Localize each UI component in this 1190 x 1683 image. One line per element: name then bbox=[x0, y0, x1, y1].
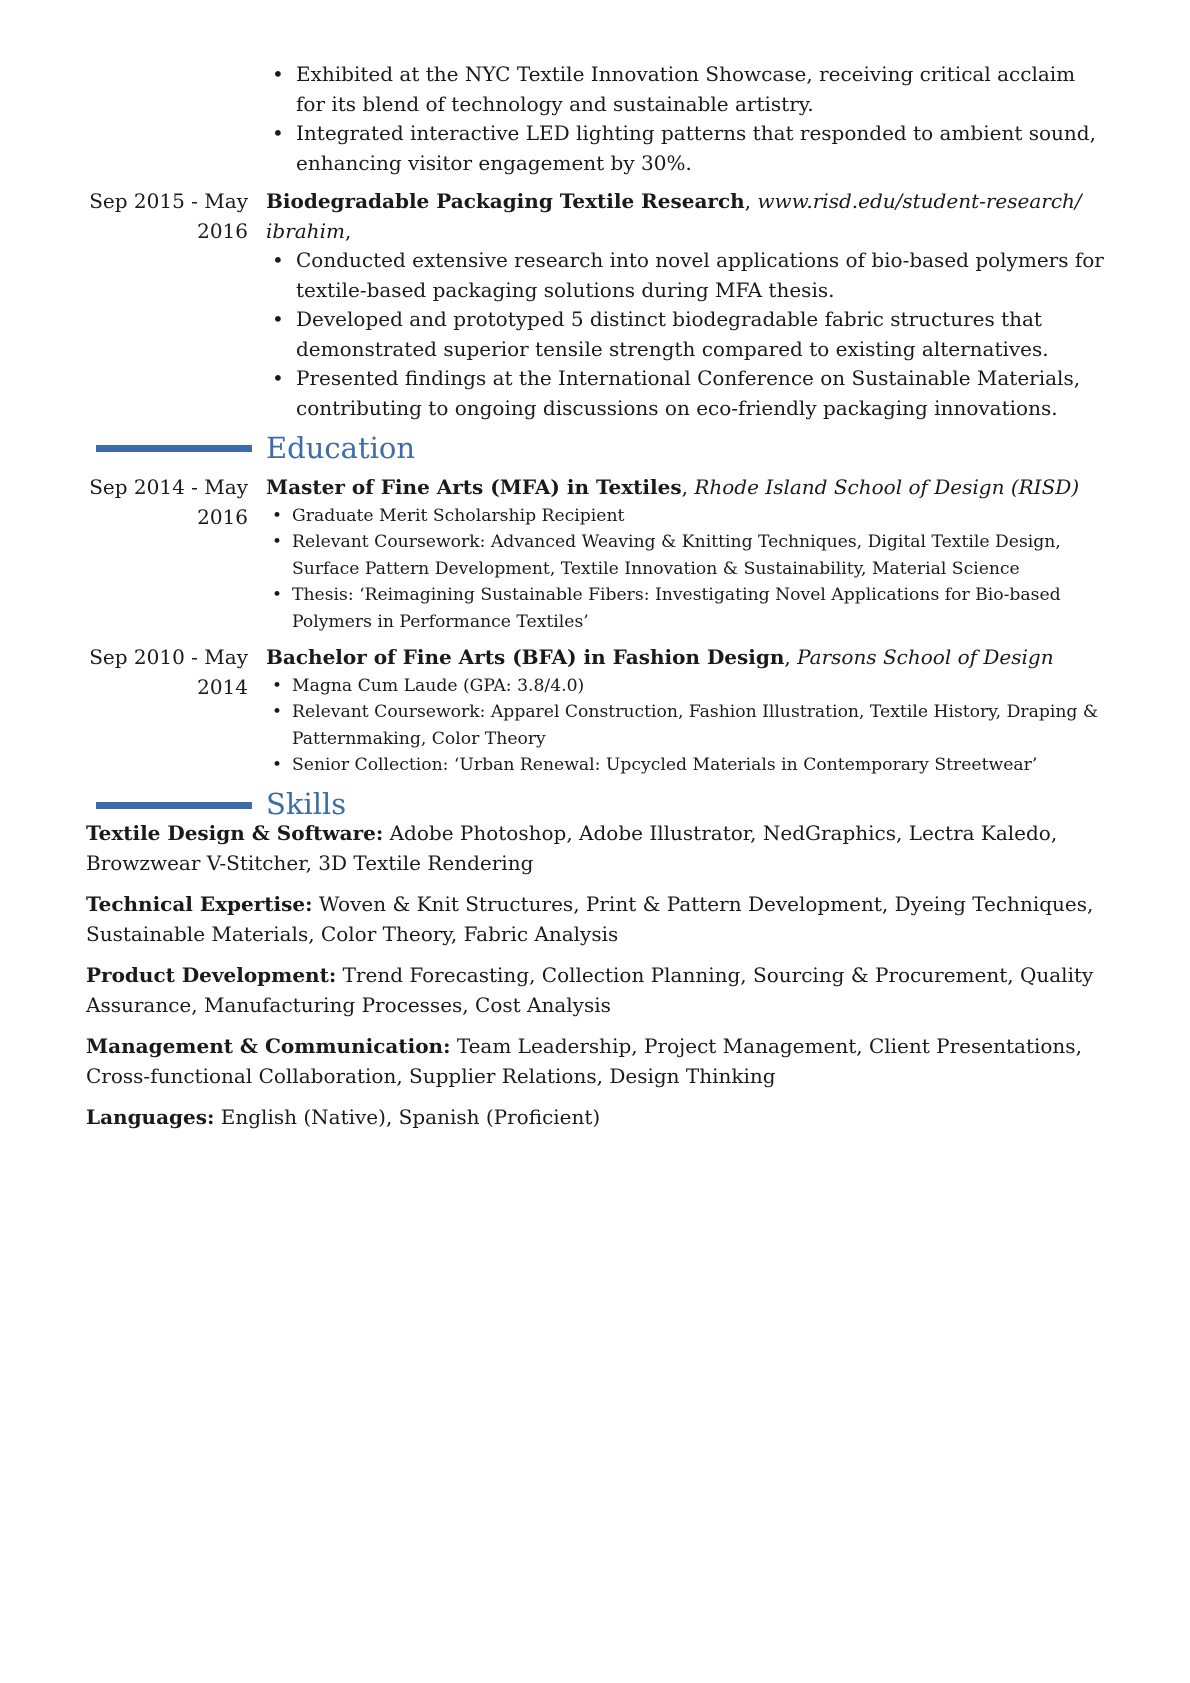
date-line: Sep 2014 - May bbox=[89, 475, 248, 499]
education-section-head bbox=[0, 430, 1190, 470]
degree: Master of Fine Arts (MFA) in Textiles bbox=[266, 475, 682, 499]
school: Parsons School of Design bbox=[797, 645, 1054, 669]
school: Rhode Island School of Design (RISD) bbox=[694, 475, 1080, 499]
skill-label: Technical Expertise: bbox=[86, 892, 313, 916]
education-heading: Master of Fine Arts (MFA) in Textiles, Rhode Island School of Design (RISD) bbox=[266, 475, 1080, 499]
project-continued-body bbox=[266, 60, 1104, 178]
list-item: • Senior Collection: ‘Urban Renewal: Upcycled Materials in Contemporary Streetwear’ bbox=[266, 752, 1104, 779]
skill-value: Trend Forecasting, Collection Planning, Sourcing & Procurement, Quality Assurance, Manufacturing Processes, Cost Analysis bbox=[86, 963, 1094, 1017]
section-bar bbox=[96, 445, 252, 452]
list-item: • Thesis: ‘Reimagining Sustainable Fibers: Investigating Novel Applications for Bio-based Polymers in Performance Textiles’ bbox=[266, 582, 1104, 635]
skill-item bbox=[86, 890, 1106, 949]
project-research-heading: Biodegradable Packaging Textile Research, www.risd.edu/student-research/ ibrahim, bbox=[266, 189, 1082, 243]
list-item: • Developed and prototyped 5 distinct biodegradable fabric structures that demonstrated superior tensile strength compared to existing alternatives. bbox=[266, 305, 1104, 364]
section-title: Education bbox=[266, 431, 416, 465]
degree: Bachelor of Fine Arts (BFA) in Fashion Design bbox=[266, 645, 785, 669]
project-title: Biodegradable Packaging Textile Research bbox=[266, 189, 745, 213]
section-bar bbox=[96, 802, 252, 809]
list-item: • Relevant Coursework: Apparel Construction, Fashion Illustration, Textile History, Draping & Patternmaking, Color Theory bbox=[266, 699, 1104, 752]
skill-item bbox=[86, 1103, 1106, 1133]
date-line: 2016 bbox=[197, 218, 248, 243]
skill-value: Woven & Knit Structures, Print & Pattern Development, Dyeing Techniques, Sustainable Materials, Color Theory, Fabric Analysis bbox=[86, 892, 1094, 946]
project-link[interactable]: www.risd.edu/student-research/ ibrahim bbox=[266, 189, 1082, 243]
list-item: • Exhibited at the NYC Textile Innovation Showcase, receiving critical acclaim for its blend of technology and sustainable artistry. bbox=[266, 60, 1104, 119]
list-item: • Conducted extensive research into novel applications of bio-based polymers for textile-based packaging solutions during MFA thesis. bbox=[266, 246, 1104, 305]
education-heading: Bachelor of Fine Arts (BFA) in Fashion Design, Parsons School of Design bbox=[266, 645, 1054, 669]
skill-value: Adobe Photoshop, Adobe Illustrator, NedGraphics, Lectra Kaledo, Browzwear V-Stitcher, 3D Textile Rendering bbox=[86, 821, 1058, 875]
date-line: Sep 2010 - May bbox=[89, 645, 248, 669]
list-item: • Graduate Merit Scholarship Recipient bbox=[266, 503, 1104, 530]
list-item: • Relevant Coursework: Advanced Weaving & Knitting Techniques, Digital Textile Design, Surface Pattern Development, Textile Innovation & Sustainability, Material Science bbox=[266, 529, 1104, 582]
education-date bbox=[86, 473, 248, 532]
date-line: 2014 bbox=[197, 674, 248, 699]
skill-item bbox=[86, 819, 1106, 878]
skill-value: Team Leadership, Project Management, Client Presentations, Cross-functional Collaboration, Supplier Relations, Design Thinking bbox=[86, 1034, 1082, 1088]
list-item: • Magna Cum Laude (GPA: 3.8/4.0) bbox=[266, 673, 1104, 700]
project-continued-bullets bbox=[266, 60, 1104, 178]
list-item: • Presented findings at the International Conference on Sustainable Materials, contributing to ongoing discussions on eco-friendly packaging innovations. bbox=[266, 364, 1104, 423]
education-bullets bbox=[266, 503, 1104, 636]
project-research-body bbox=[266, 187, 1104, 423]
skill-label: Textile Design & Software: bbox=[86, 821, 384, 845]
project-research-bullets bbox=[266, 246, 1104, 423]
education-body bbox=[266, 473, 1104, 635]
education-date bbox=[86, 643, 248, 702]
skill-item bbox=[86, 961, 1106, 1020]
section-title: Skills bbox=[266, 787, 347, 821]
date-line: Sep 2015 - May bbox=[89, 189, 248, 213]
date-line: 2016 bbox=[197, 504, 248, 529]
skill-label: Languages: bbox=[86, 1105, 215, 1129]
skill-value: English (Native), Spanish (Proficient) bbox=[220, 1105, 601, 1129]
skill-label: Product Development: bbox=[86, 963, 337, 987]
education-bullets bbox=[266, 673, 1104, 779]
skill-item bbox=[86, 1032, 1106, 1091]
education-body bbox=[266, 643, 1104, 779]
project-research-date bbox=[86, 187, 248, 246]
list-item: • Integrated interactive LED lighting patterns that responded to ambient sound, enhancing visitor engagement by 30%. bbox=[266, 119, 1104, 178]
skill-label: Management & Communication: bbox=[86, 1034, 451, 1058]
